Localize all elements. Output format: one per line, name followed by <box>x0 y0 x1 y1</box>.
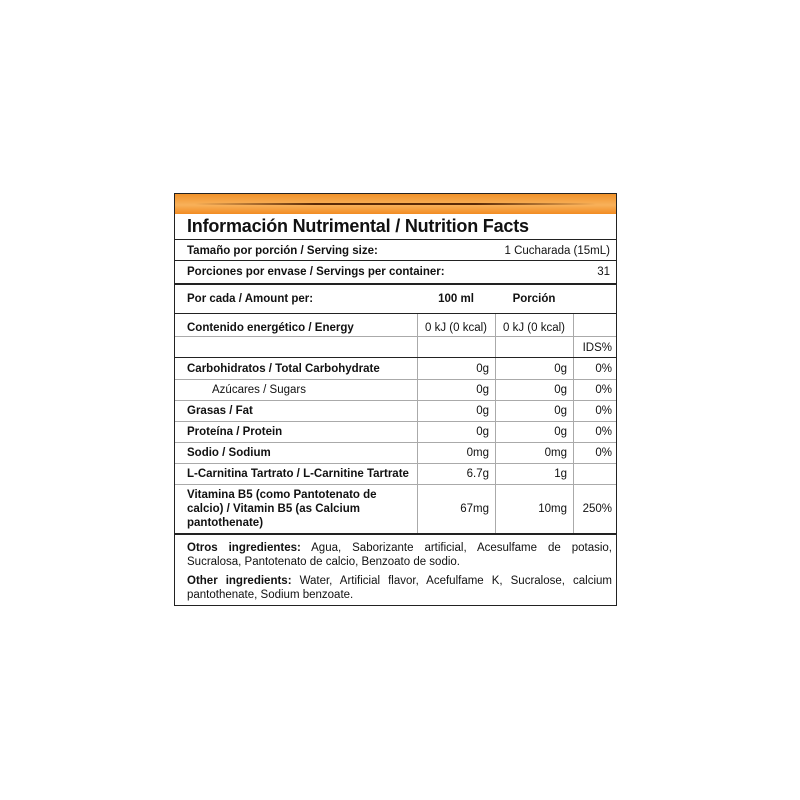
nutrient-per-100ml: 6.7g <box>466 468 489 480</box>
divider <box>175 442 616 443</box>
column-header-portion: Porción <box>512 293 556 305</box>
nutrient-ids: 0% <box>595 447 612 459</box>
nutrient-label: Sodio / Sodium <box>187 447 271 459</box>
nutrition-facts-label <box>174 193 617 606</box>
divider <box>175 484 616 485</box>
divider <box>175 463 616 464</box>
nutrient-per-portion: 0g <box>554 384 567 396</box>
servings-per-container-value: 31 <box>597 266 610 278</box>
divider <box>175 260 616 261</box>
divider <box>175 533 616 535</box>
other-ingredients-en <box>187 574 612 602</box>
other-ingredients-es-text: Agua, Saborizante artificial, Acesulfame de potasio, Sucralosa, Pantotenato de calcio, Benzoato de sodio. <box>187 542 612 568</box>
nutrient-per-portion: 10mg <box>538 503 567 515</box>
label-title: Información Nutrimental / Nutrition Facts <box>187 216 529 236</box>
serving-size-value: 1 Cucharada (15mL) <box>504 245 610 257</box>
other-ingredients-es <box>187 541 612 569</box>
nutrient-ids: 250% <box>582 503 612 515</box>
amount-per-label: Por cada / Amount per: <box>187 293 314 305</box>
nutrient-label-line: calcio) / Vitamin B5 (as Calcium <box>187 503 360 515</box>
nutrient-per-100ml: 0g <box>476 363 489 375</box>
nutrient-per-100ml: 0g <box>476 405 489 417</box>
energy-per-100ml: 0 kJ (0 kcal) <box>425 322 487 334</box>
nutrient-label-line: Vitamina B5 (como Pantotenato de <box>187 489 377 501</box>
nutrient-ids: 0% <box>595 426 612 438</box>
serving-size-label: Tamaño por porción / Serving size: <box>187 245 378 257</box>
other-ingredients-en-text: Water, Artificial flavor, Acefulfame K, Sucralose, calcium pantothenate, Sodium benzoate. <box>187 575 612 601</box>
nutrient-per-100ml: 0g <box>476 384 489 396</box>
nutrient-label: Grasas / Fat <box>187 405 253 417</box>
nutrient-ids: 0% <box>595 363 612 375</box>
orange-header-band <box>175 194 616 214</box>
band-decorative-line <box>195 203 596 205</box>
nutrient-per-100ml: 67mg <box>460 503 489 515</box>
nutrient-label: Carbohidratos / Total Carbohydrate <box>187 363 380 375</box>
nutrient-per-portion: 1g <box>554 468 567 480</box>
divider <box>175 283 616 285</box>
other-ingredients-es-label: Otros ingredientes: <box>187 542 301 554</box>
nutrient-per-portion: 0g <box>554 405 567 417</box>
other-ingredients-en-label: Other ingredients: <box>187 575 292 587</box>
nutrient-per-portion: 0mg <box>544 447 567 459</box>
nutrient-ids: 0% <box>595 384 612 396</box>
nutrient-per-100ml: 0mg <box>466 447 489 459</box>
divider <box>175 379 616 380</box>
divider <box>175 239 616 240</box>
nutrient-label-line: pantothenate) <box>187 517 264 529</box>
ids-header: IDS% <box>582 342 612 354</box>
nutrient-label: Azúcares / Sugars <box>212 384 306 396</box>
divider <box>175 357 616 358</box>
divider <box>175 336 616 337</box>
column-header-100ml: 100 ml <box>438 293 474 305</box>
divider <box>175 313 616 314</box>
nutrient-ids: 0% <box>595 405 612 417</box>
nutrient-label: L-Carnitina Tartrato / L-Carnitine Tartrate <box>187 468 409 480</box>
energy-label: Contenido energético / Energy <box>187 322 354 334</box>
divider <box>175 421 616 422</box>
nutrient-per-100ml: 0g <box>476 426 489 438</box>
nutrient-per-portion: 0g <box>554 426 567 438</box>
divider <box>175 400 616 401</box>
nutrient-label: Proteína / Protein <box>187 426 283 438</box>
energy-per-portion: 0 kJ (0 kcal) <box>503 322 565 334</box>
nutrient-per-portion: 0g <box>554 363 567 375</box>
servings-per-container-label: Porciones por envase / Servings per container: <box>187 266 445 278</box>
